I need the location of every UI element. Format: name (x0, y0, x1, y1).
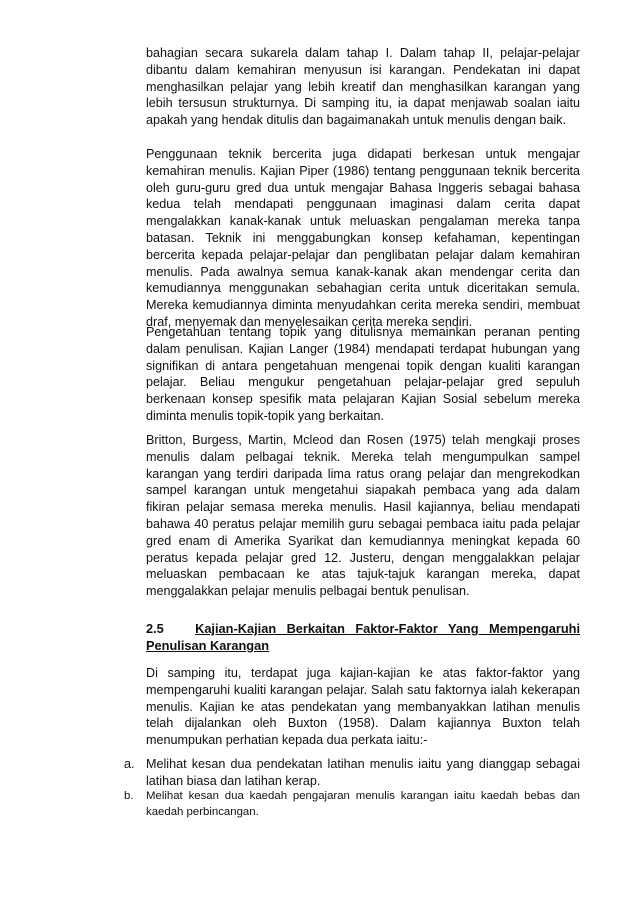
paragraph-1: bahagian secara sukarela dalam tahap I. Dalam tahap II, pelajar-pelajar dibantu dalam kemahiran menyusun isi karangan. Pendekatan ini dapat menghasilkan pelajar yang lebih kreatif dan menghasilkan karangan yang lebih tersusun strukturnya. Di samping itu, ia dapat menjawab soalan iaitu apakah yang hendak ditulis dan bagaimanakah untuk menulis dengan baik. (146, 46, 580, 128)
list-text: Melihat kesan dua pendekatan latihan menulis iaitu yang dianggap sebagai latihan biasa dan latihan kerap. (146, 757, 580, 788)
paragraph-2: Penggunaan teknik bercerita juga didapati berkesan untuk mengajar kemahiran menulis. Kajian Piper (1986) tentang penggunaan teknik bercerita oleh guru-guru gred dua untuk mengajar Bahasa Inggeris sebagai bahasa kedua telah mendapati penggunaan imaginasi dalam cerita dapat mengalakkan kanak-kanak untuk meluaskan pengalaman mereka tanpa batasan. Teknik ini menggabungkan konsep kefahaman, kepentingan bercerita kepada pelajar-pelajar dan penglibatan pelajar dalam kemahiran menulis. Pada awalnya semua kanak-kanak akan mendengar cerita dan kemudiannya menggunakan sebahagian cerita untuk diceritakan semula. Mereka kemudiannya diminta menyudahkan cerita mereka sendiri, membuat draf, menyemak dan menyelesaikan cerita mereka sendiri. (146, 147, 580, 329)
list-text: Melihat kesan dua kaedah pengajaran menulis karangan iaitu kaedah bebas dan kaedah perbincangan. (146, 790, 580, 818)
list-marker: a. (124, 757, 135, 771)
paragraph-3: Pengetahuan tentang topik yang ditulisnya memainkan peranan penting dalam penulisan. Kajian Langer (1984) mendapati terdapat hubungan yang signifikan di antara pengetahuan mengenai topik dengan kualiti karangan pelajar. Beliau mengukur pengetahuan pelajar-pelajar gred sepuluh berkenaan konsep spesifik mata pelajaran Kajian Sosial sebelum mereka diminta menulis topik-topik yang berkaitan. (146, 325, 580, 423)
section-heading (146, 620, 580, 654)
list-item-b (124, 789, 580, 820)
list-marker: b. (124, 790, 134, 802)
section-title-line1: Kajian-Kajian Berkaitan Faktor-Faktor Yang Mempengaruhi (195, 621, 581, 636)
section-number: 2.5 (146, 621, 164, 636)
list-item-a (124, 756, 580, 790)
paragraph-5: Di samping itu, terdapat juga kajian-kajian ke atas faktor-faktor yang mempengaruhi kualiti karangan pelajar. Salah satu faktornya ialah kekerapan menulis. Kajian ke atas pendekatan yang membanyakkan latihan menulis telah dijalankan oleh Buxton (1958). Dalam kajiannya Buxton telah menumpukan perhatian kepada dua perkata iaitu:- (146, 666, 580, 748)
section-title-line2: Penulisan Karangan (146, 638, 270, 653)
paragraph-4: Britton, Burgess, Martin, Mcleod dan Rosen (1975) telah mengkaji proses menulis dalam pelbagai teknik. Mereka telah mengumpulkan sampel karangan yang terdiri daripada lima ratus orang pelajar dan mengrekodkan sampel karangan untuk mengetahui siapakah pembaca yang ada dalam fikiran pelajar semasa mereka menulis. Hasil kajiannya, beliau mendapati bahawa 40 peratus pelajar memilih guru sebagai pembaca iaitu pada pelajar gred enam di Amerika Syarikat dan kemudiannya meningkat kepada 60 peratus kepada pelajar gred 12. Justeru, dengan menggalakkan pelajar meluaskan pembacaan ke atas tajuk-tajuk karangan mereka, dapat menggalakkan pelajar menulis pelbagai bentuk penulisan. (146, 433, 580, 599)
